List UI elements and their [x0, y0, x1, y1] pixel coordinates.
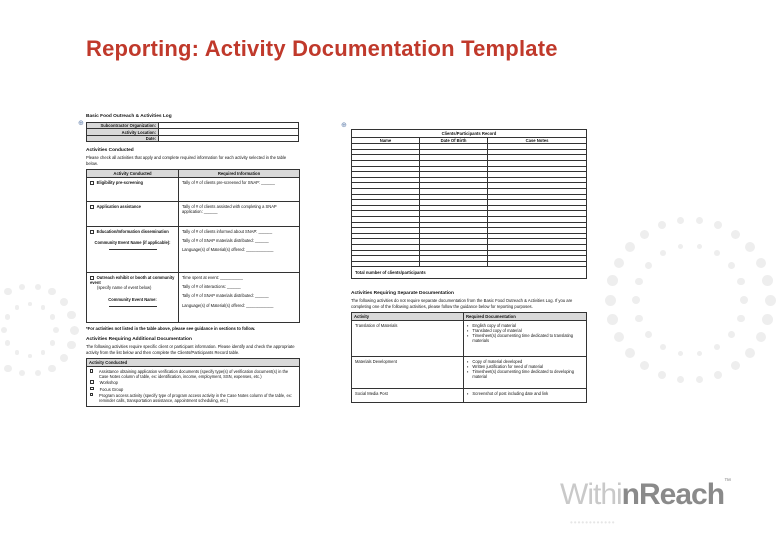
- activity-name: Eligibility pre-screening: [96, 180, 144, 186]
- page-title: Reporting: Activity Documentation Template: [86, 36, 558, 61]
- decorative-dot: [737, 315, 745, 323]
- decorative-dot: [35, 284, 41, 290]
- separate-doc-table: [351, 312, 587, 403]
- decorative-dot: [678, 351, 683, 356]
- footnote: *For activities not listed in the table above, please see guidance in sections to follow.: [86, 326, 256, 332]
- decorative-dot: [635, 315, 643, 323]
- activity-text: Program access activity (specify type of program access activity in the Case Notes column of the table, ex: reminder calls, transportation assistance, appointment scheduling, etc.): [98, 392, 292, 403]
- decorative-dot: [605, 295, 616, 306]
- list-item: [90, 393, 296, 403]
- decorative-dot: [677, 376, 684, 383]
- clients-record-document: [343, 120, 593, 454]
- separate-doc-heading: Activities Requiring Separate Documentation: [351, 291, 454, 297]
- conducted-heading: Activities Conducted: [86, 148, 134, 154]
- decorative-dot: [632, 296, 640, 304]
- info-label: Subcontractor Organization:: [87, 122, 159, 129]
- required-info-line: Tally of # of SNAP materials distributed: ______: [182, 293, 269, 299]
- required-doc-item: ▪ English copy of material: [467, 323, 583, 328]
- decorative-dot: [35, 370, 41, 376]
- column-header: Activity Conducted: [87, 358, 300, 366]
- decorative-dot: [4, 365, 11, 372]
- decorative-dot: [50, 314, 56, 320]
- activity-checkbox[interactable]: [90, 205, 94, 209]
- table-row: [352, 321, 587, 357]
- decorative-dot: [697, 244, 702, 249]
- decorative-dot: [756, 332, 766, 342]
- decorative-dot: [48, 365, 55, 372]
- activity-text: Focus Group: [99, 386, 124, 392]
- decorative-dot: [625, 348, 635, 358]
- decorative-dot: [728, 262, 735, 269]
- decorative-dot: [640, 361, 649, 370]
- required-doc-item: ▪ Written justification for need of material: [467, 364, 583, 369]
- record-title: Clients/Participants Record: [352, 130, 587, 138]
- table-row: [87, 227, 300, 273]
- decorative-dot: [714, 250, 720, 256]
- table-row: [352, 389, 587, 403]
- decorative-dot: [4, 288, 11, 295]
- decorative-dot: [756, 258, 766, 268]
- logo-text-light: Withi: [560, 478, 622, 511]
- decorative-dot: [15, 305, 20, 310]
- additional-intro: The following activities require specific client or participant information. Please identify and check the appropriate activity from the list below and then complete the Clients/Participants Record table.: [86, 344, 295, 355]
- decorative-dot: [67, 341, 76, 350]
- required-info-line: Language(s) of Material(s) offered: ____________: [182, 302, 274, 308]
- list-item: [90, 380, 296, 385]
- decorative-dot: [645, 262, 652, 269]
- column-header: Required Documentation: [464, 312, 587, 320]
- required-doc-item: ▪ Timesheet(s) documenting time dedicated to translating materials: [467, 333, 583, 343]
- decorative-dot: [5, 340, 11, 346]
- activity-checkbox[interactable]: [90, 230, 94, 234]
- decorative-dot: [614, 258, 624, 268]
- decorative-dot: [645, 331, 652, 338]
- decorative-dot: [745, 242, 755, 252]
- required-doc-item: ▪ Timesheet(s) documenting time dedicated to developing material: [467, 369, 583, 379]
- conducted-intro: Please check all activities that apply and complete required information for each activity selected in the table below.: [86, 155, 287, 166]
- decorative-dot: [678, 244, 683, 249]
- decorative-dot: [658, 221, 666, 229]
- decorative-dot: [28, 302, 32, 306]
- decorative-dot: [614, 332, 624, 342]
- required-info-line: Time spent at event: __________: [182, 275, 243, 281]
- activity-checkbox[interactable]: [90, 380, 94, 384]
- required-info-line: Tally of # of clients assisted with completing a SNAP application: ______: [182, 204, 277, 215]
- info-row: [87, 135, 299, 142]
- required-info-line: Tally of # of SNAP materials distributed: ______: [182, 238, 269, 244]
- anchor-icon: ⊕: [78, 120, 84, 127]
- info-table: [86, 122, 299, 143]
- required-doc-item: ▪ Screenshot of post including date and link: [467, 391, 583, 396]
- activity-checkbox[interactable]: [90, 387, 94, 391]
- decorative-dot: [677, 217, 684, 224]
- required-info-line: Tally of # of clients pre-screened for SNAP: ______: [182, 180, 275, 186]
- decorative-dot: [731, 230, 740, 239]
- decorative-dot: [19, 284, 25, 290]
- decorative-dot: [714, 344, 720, 350]
- withinreach-logo: [560, 478, 730, 512]
- activities-log-document: [80, 114, 302, 452]
- activity-name: Translation of Materials: [352, 321, 464, 357]
- decorative-dot: [660, 344, 666, 350]
- decorative-dot: [762, 275, 773, 286]
- decorative-dot: [762, 314, 773, 325]
- total-clients-label: Total number of clients/participants: [352, 267, 587, 279]
- required-info-line: Tally of # of clients informed about SNAP: ______: [182, 229, 273, 235]
- decorative-dot: [640, 230, 649, 239]
- decorative-dot: [696, 217, 703, 224]
- activity-checkbox[interactable]: [90, 369, 93, 373]
- decorative-dot: [41, 305, 46, 310]
- column-header: Activity Conducted: [87, 169, 179, 177]
- decorative-dot: [28, 354, 32, 358]
- info-value-field[interactable]: [159, 135, 299, 142]
- decorative-dot: [737, 278, 745, 286]
- column-header: Case Notes: [488, 138, 587, 144]
- activity-text: Workshop: [99, 380, 118, 386]
- decorative-dot: [41, 350, 46, 355]
- decorative-dot: [731, 361, 740, 370]
- decorative-dot: [696, 376, 703, 383]
- clients-record-table: [351, 129, 587, 279]
- table-row: [87, 273, 300, 323]
- decorative-dot: [48, 288, 55, 295]
- event-name-label: Community Event Name:: [108, 296, 157, 302]
- decorative-dot: [1, 327, 7, 333]
- decorative-dot: [607, 314, 618, 325]
- required-info-line: Tally of # of interactions: ______: [182, 284, 241, 290]
- activity-name: Outreach exhibit or booth at community event: [90, 275, 175, 286]
- decorative-dot: [67, 311, 76, 320]
- decorative-dot: [660, 250, 666, 256]
- table-row: [87, 367, 300, 407]
- required-doc-item: ▪ Translated copy of material: [467, 328, 583, 333]
- decorative-dot: [740, 296, 748, 304]
- list-item: [90, 369, 296, 379]
- column-header: Required Information: [179, 169, 300, 177]
- decorative-dot: [50, 340, 56, 346]
- activity-name: Education/Information dissemination: [96, 229, 169, 235]
- list-item: [90, 387, 296, 392]
- decorative-dot: [19, 370, 25, 376]
- activity-name: Application assistance: [96, 204, 141, 210]
- event-name-field[interactable]: [109, 304, 157, 307]
- additional-heading: Activities Requiring Additional Documentation: [86, 337, 192, 343]
- column-header: Date Of Birth: [420, 138, 488, 144]
- decorative-dot: [728, 331, 735, 338]
- decorative-dot: [70, 326, 79, 335]
- decorative-dot: [53, 327, 59, 333]
- column-header: Activity: [352, 312, 464, 320]
- required-info-line: Language(s) of Material(s) offered: ____________: [182, 247, 274, 253]
- decorative-dot: [765, 295, 776, 306]
- activities-table: [86, 169, 300, 323]
- event-name-field[interactable]: [109, 247, 157, 250]
- table-row: [352, 357, 587, 389]
- decorative-dot: [607, 275, 618, 286]
- decorative-dot: [745, 348, 755, 358]
- decorative-dot: [60, 354, 68, 362]
- activity-text: Assistance obtaining application verification documents (specify type(s) of verification document(s) in the Case Notes column of table, ex: identification, income, employment, SSN, expenses, etc.): [98, 369, 289, 380]
- decorative-dot: [658, 371, 666, 379]
- activity-name: Social Media Post: [352, 389, 464, 403]
- activity-checkbox[interactable]: [90, 393, 93, 397]
- event-name-label: Community Event Name (if applicable):: [94, 240, 171, 246]
- activity-checkbox[interactable]: [90, 181, 94, 185]
- logo-tagline-faint: ••••••••••••: [570, 518, 616, 527]
- additional-activities-table: [86, 358, 300, 407]
- decorative-dot: [714, 221, 722, 229]
- anchor-icon: ⊕: [341, 122, 347, 129]
- info-label: Activity Location:: [87, 129, 159, 136]
- table-row: [87, 202, 300, 227]
- table-row: [87, 178, 300, 202]
- activity-note: (specify name of event below): [97, 285, 152, 291]
- column-header: Name: [352, 138, 420, 144]
- decorative-dot: [635, 278, 643, 286]
- decorative-dot: [5, 314, 11, 320]
- decorative-dot: [714, 371, 722, 379]
- separate-doc-intro: The following activities do not require separate documentation from the Basic Food Outreach & Activities Log. If you are completing one of the following activities, please follow the guidance below for reporting purposes.: [351, 298, 573, 309]
- decorative-dot: [60, 298, 68, 306]
- decorative-dot: [15, 350, 20, 355]
- info-label: Date:: [87, 135, 159, 142]
- trademark-mark: ™: [724, 478, 731, 485]
- logo-text-bold: nReach: [621, 478, 725, 511]
- activity-name: Materials Development: [352, 357, 464, 389]
- decorative-dot: [697, 351, 702, 356]
- required-doc-item: ▪ Copy of material developed: [467, 359, 583, 364]
- decorative-dot: [625, 242, 635, 252]
- log-heading: Basic Food Outreach & Activities Log: [86, 114, 172, 119]
